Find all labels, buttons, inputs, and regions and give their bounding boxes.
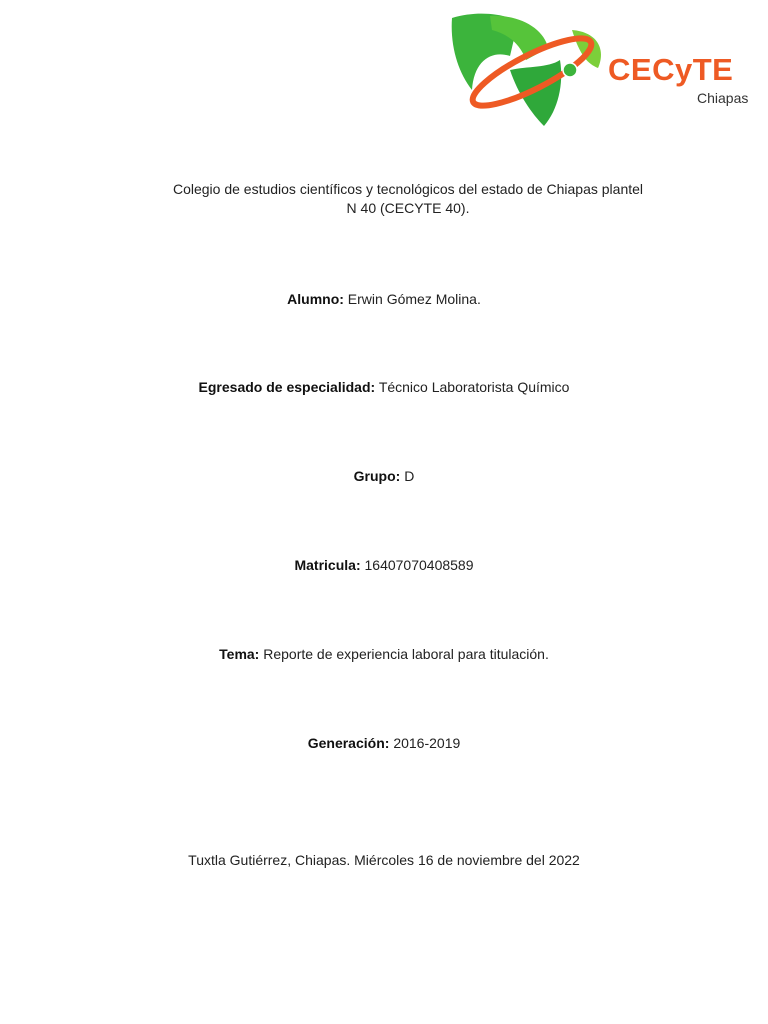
field-value: Reporte de experiencia laboral para titulación. [263, 646, 549, 662]
logo-wordmark: CECyTE [608, 52, 734, 87]
logo-subtitle: Chiapas [697, 90, 749, 106]
field-label: Egresado de especialidad: [198, 379, 376, 395]
institution-line-2: N 40 (CECYTE 40). [346, 200, 470, 216]
cecyte-logo [448, 10, 758, 130]
field-alumno [84, 290, 684, 308]
field-grupo [84, 467, 684, 485]
institution-name [130, 180, 686, 218]
field-label: Alumno: [287, 291, 344, 307]
cecyte-emblem-icon [448, 10, 608, 130]
field-tema [84, 645, 684, 663]
field-label: Matricula: [294, 557, 361, 573]
field-value: D [404, 468, 415, 484]
institution-line-1: Colegio de estudios científicos y tecnológicos del estado de Chiapas plantel [172, 181, 644, 197]
field-especialidad [84, 378, 684, 396]
field-generacion [84, 734, 684, 752]
field-value: Erwin Gómez Molina. [347, 291, 481, 307]
field-label: Tema: [219, 646, 260, 662]
field-value: Técnico Laboratorista Químico [378, 379, 570, 395]
field-value: 2016-2019 [393, 735, 461, 751]
field-value: 16407070408589 [364, 557, 474, 573]
field-label: Grupo: [353, 468, 401, 484]
place-and-date: Tuxtla Gutiérrez, Chiapas. Miércoles 16 de noviembre del 2022 [188, 852, 580, 868]
field-matricula [84, 556, 684, 574]
field-label: Generación: [307, 735, 390, 751]
